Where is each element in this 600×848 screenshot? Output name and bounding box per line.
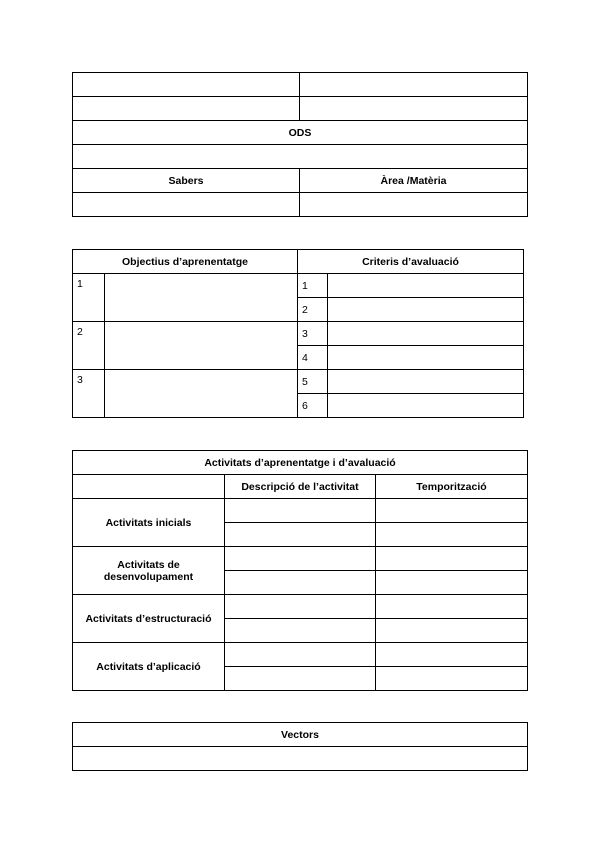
objective-field[interactable] [105,370,298,418]
description-field[interactable] [225,571,376,595]
objective-field[interactable] [105,322,298,370]
timing-field[interactable] [376,499,528,523]
criteria-number: 4 [298,346,328,370]
timing-field[interactable] [376,595,528,619]
criteria-number: 6 [298,394,328,418]
timing-field[interactable] [376,571,528,595]
vectors-table [72,722,528,771]
vectors-title: Vectors [73,723,528,747]
area-materia-label: Àrea /Matèria [300,169,528,193]
blank-cell[interactable] [300,73,528,97]
activity-row-label: Activitats d’aplicació [73,643,225,691]
ods-field[interactable] [73,145,528,169]
temporitzacio-header: Temporització [376,475,528,499]
objective-number: 2 [73,322,105,370]
description-field[interactable] [225,619,376,643]
timing-field[interactable] [376,619,528,643]
general-info-table [72,72,528,217]
sabers-field[interactable] [73,193,300,217]
description-field[interactable] [225,499,376,523]
activity-row-label: Activitats de desenvolupament [73,547,225,595]
description-field[interactable] [225,643,376,667]
objective-number: 3 [73,370,105,418]
blank-cell[interactable] [73,97,300,121]
timing-field[interactable] [376,667,528,691]
criteria-field[interactable] [328,298,524,322]
objectius-header: Objectius d’aprenentatge [73,250,298,274]
criteria-number: 3 [298,322,328,346]
sabers-label: Sabers [73,169,300,193]
criteria-field[interactable] [328,346,524,370]
timing-field[interactable] [376,547,528,571]
timing-field[interactable] [376,643,528,667]
objective-number: 1 [73,274,105,322]
description-field[interactable] [225,523,376,547]
description-field[interactable] [225,667,376,691]
criteria-number: 1 [298,274,328,298]
criteria-field[interactable] [328,322,524,346]
criteria-field[interactable] [328,370,524,394]
ods-label: ODS [73,121,528,145]
objectives-criteria-table [72,249,524,418]
description-field[interactable] [225,547,376,571]
blank-cell[interactable] [73,73,300,97]
criteria-field[interactable] [328,274,524,298]
activities-title: Activitats d’aprenentatge i d’avaluació [73,451,528,475]
timing-field[interactable] [376,523,528,547]
vectors-field[interactable] [73,747,528,771]
descripcio-header: Descripció de l’activitat [225,475,376,499]
activity-row-label: Activitats inicials [73,499,225,547]
description-field[interactable] [225,595,376,619]
criteria-field[interactable] [328,394,524,418]
blank-cell [73,475,225,499]
criteria-number: 2 [298,298,328,322]
objective-field[interactable] [105,274,298,322]
activities-table [72,450,528,691]
criteria-number: 5 [298,370,328,394]
blank-cell[interactable] [300,97,528,121]
area-materia-field[interactable] [300,193,528,217]
activity-row-label: Activitats d’estructuració [73,595,225,643]
criteris-header: Criteris d’avaluació [298,250,524,274]
